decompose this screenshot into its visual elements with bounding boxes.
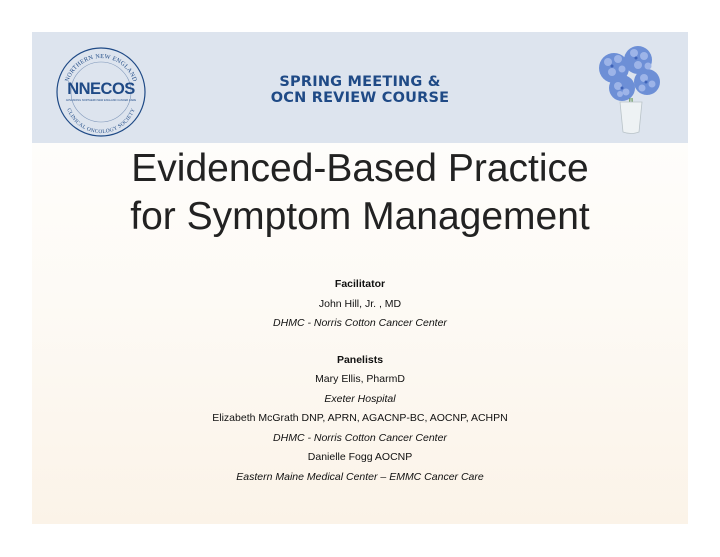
panelist-affiliation: DHMC - Norris Cotton Cancer Center bbox=[273, 431, 447, 444]
svg-text:NORTHERN NEW ENGLAND bbox=[64, 53, 139, 83]
slide-title bbox=[32, 145, 688, 241]
facilitator-affiliation: DHMC - Norris Cotton Cancer Center bbox=[273, 317, 447, 329]
slide bbox=[32, 32, 688, 524]
event-title bbox=[240, 74, 480, 106]
panelist-name: Mary Ellis, PharmD bbox=[315, 373, 405, 385]
hydrangea-vase-graphic bbox=[592, 42, 668, 140]
header-banner bbox=[32, 32, 688, 143]
event-title-line-1: SPRING MEETING & bbox=[279, 74, 441, 90]
logo-ring-top-text: NORTHERN NEW ENGLAND bbox=[63, 52, 139, 83]
event-title-line-2: OCN REVIEW COURSE bbox=[270, 90, 450, 106]
panelist-name: Elizabeth McGrath DNP, APRN, AGACNP-BC, AOCNP, ACHPN bbox=[212, 412, 508, 424]
logo-tagline: ADVANCING NORTHERN NEW ENGLAND CANCER CARE bbox=[65, 99, 137, 102]
facilitator-heading: Facilitator bbox=[334, 278, 386, 290]
nnecos-logo-graphic bbox=[54, 45, 148, 139]
panelist-name: Danielle Fogg AOCNP bbox=[307, 451, 413, 463]
speaker-list bbox=[32, 275, 688, 487]
section-spacer bbox=[32, 334, 688, 351]
panelists-heading: Panelists bbox=[336, 353, 384, 366]
nnecos-logo-icon bbox=[54, 45, 148, 139]
facilitator-name: John Hill, Jr. , MD bbox=[318, 297, 402, 310]
logo-ring-bottom-text: CLINICAL ONCOLOGY SOCIETY bbox=[65, 107, 137, 136]
slide-title-line-1: Evidenced-Based Practice bbox=[131, 147, 589, 190]
svg-text:CLINICAL ONCOLOGY SOCIETY bbox=[65, 108, 137, 135]
panelist-affiliation: Exeter Hospital bbox=[324, 392, 396, 405]
panelist-affiliation: Eastern Maine Medical Center – EMMC Cancer Care bbox=[236, 470, 484, 483]
hydrangea-vase-icon bbox=[592, 42, 668, 140]
slide-title-line-2: for Symptom Management bbox=[130, 195, 590, 238]
logo-abbreviation: NNECOS bbox=[67, 80, 135, 98]
